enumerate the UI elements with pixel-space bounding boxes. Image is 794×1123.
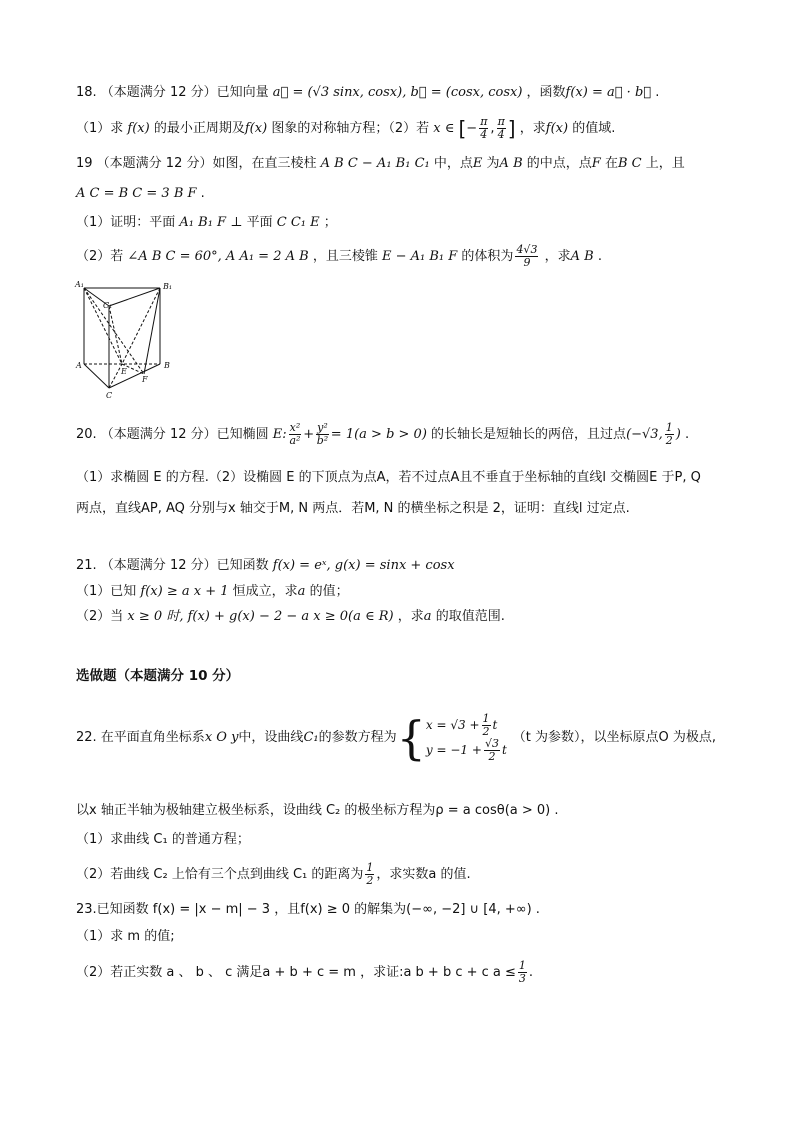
q22-text-d: （t 为参数），以坐标原点O 为极点, xyxy=(512,730,717,745)
q20-text-b: 的长轴长是短轴长的两倍，且过点 xyxy=(431,427,627,442)
q22-text-b: 中，设曲线 xyxy=(238,730,304,745)
q20-end: . xyxy=(684,427,690,442)
q18-frac-1-den: 4 xyxy=(480,128,488,141)
q22-eq-x-num: 1 xyxy=(482,712,490,725)
label-f: F xyxy=(142,375,148,384)
q21-part2-label: （2）当 xyxy=(76,609,124,624)
label-e: E xyxy=(121,367,127,376)
q22-eq-y xyxy=(426,738,507,763)
q20-x2: x² xyxy=(289,421,301,434)
q20-ellipse-e: E: xyxy=(272,427,287,442)
q21-line2 xyxy=(76,583,349,601)
q19-prism: A B C − A₁ B₁ C₁ xyxy=(320,156,430,171)
q18-bracket-left: [ xyxy=(458,116,467,141)
q19-text-d: 的中点，点 xyxy=(526,156,592,171)
q18-minus: − xyxy=(466,121,478,136)
q19-line1 xyxy=(76,155,685,173)
q19-line3 xyxy=(76,214,337,232)
q21-line1 xyxy=(76,557,455,575)
q19-point-f: F xyxy=(591,156,601,171)
q20-a2: a² xyxy=(289,434,301,447)
q19-text-e: 在 xyxy=(604,156,618,171)
q22-frac-den: 2 xyxy=(366,874,374,887)
q18-line1 xyxy=(76,84,659,102)
q22-eq-y-frac xyxy=(484,738,500,763)
q19-text-c: 为 xyxy=(486,156,500,171)
q19-plane-1: A₁ B₁ F ⊥ xyxy=(179,215,243,230)
edge-cb xyxy=(109,364,160,388)
q19-text-f: 上，且 xyxy=(645,156,685,171)
q23-line1: 23.已知函数 f(x) = |x − m| − 3 ，且f(x) ≥ 0 的解集为(−∞, −2] ∪ [4, +∞) . xyxy=(76,902,540,917)
q19-part2-label: （2）若 xyxy=(76,249,124,264)
edge-c1e xyxy=(109,306,122,364)
q20-text: 20. （本题满分 12 分）已知椭圆 xyxy=(76,427,269,442)
q19-part1-label: （1）证明：平面 xyxy=(76,215,176,230)
label-b1: B₁ xyxy=(163,282,173,291)
q19-end: . xyxy=(597,249,602,264)
q21-text-c2: 的取值范围. xyxy=(435,609,505,624)
q18-frac-1 xyxy=(479,116,488,141)
q18-frac-2-den: 4 xyxy=(497,128,505,141)
q22-frac xyxy=(365,862,374,887)
label-a: A xyxy=(76,361,82,370)
q18-vectors: a⃗ = (√3 sinx, cosx), b⃗ = (cosx, cosx) xyxy=(272,85,523,100)
q22-text: 22. 在平面直角坐标系 xyxy=(76,730,205,745)
q19-semicolon: ； xyxy=(323,215,337,230)
q18-text-d: ，求 xyxy=(519,121,546,136)
edge-a1e xyxy=(84,288,122,364)
prism-figure xyxy=(72,278,182,400)
q19-part2-cond: ∠A B C = 60°, A A₁ = 2 A B xyxy=(127,249,309,264)
q19-tetrahedron: E − A₁ B₁ F xyxy=(381,249,458,264)
q23-frac xyxy=(518,960,527,985)
q18-text-e: 的值域. xyxy=(572,121,616,136)
q19-volume-num: 4√3 xyxy=(516,243,538,256)
q22-eq-y-t: t xyxy=(501,743,507,757)
q20-point-r: ) xyxy=(675,427,681,442)
q20-line1 xyxy=(76,422,689,447)
q22-eq-x-den: 2 xyxy=(482,725,490,738)
q18-bracket-right: ] xyxy=(507,116,516,141)
q22-eq-x-a: x = √3 + xyxy=(425,718,480,732)
q19-ask: ，求 xyxy=(544,249,571,264)
q23-frac-num: 1 xyxy=(518,959,526,972)
q22-eq-y-den: 2 xyxy=(488,750,496,763)
q23-end: . xyxy=(528,965,534,980)
q22-eq-y-num: √3 xyxy=(484,737,499,750)
q18-frac-2-num: π xyxy=(497,115,505,128)
q21-condition: x ≥ 0 时, f(x) + g(x) − 2 − a x ≥ 0(a ∈ R) xyxy=(127,609,394,624)
q22-frac-num: 1 xyxy=(366,861,374,874)
q22-line2: 以x 轴正半轴为极轴建立极坐标系，设曲线 C₂ 的极坐标方程为ρ = a cosθ(a > 0) . xyxy=(76,803,559,818)
q19-text-tet: ，且三棱锥 xyxy=(312,249,378,264)
q22-part2-text: （2）若曲线 C₂ 上恰有三个点到曲线 C₁ 的距离为 xyxy=(76,867,364,882)
q19-line2 xyxy=(76,185,205,203)
q22-xoy: x O y xyxy=(204,730,239,745)
q23-line2: （1）求 m 的值; xyxy=(76,929,175,944)
q21-text-b: 恒成立，求 xyxy=(232,584,298,599)
elective-heading: 选做题（本题满分 10 分） xyxy=(76,668,240,684)
q23-line3 xyxy=(76,960,533,985)
q22-line1 xyxy=(76,708,716,768)
q18-x-in: x ∈ xyxy=(433,121,455,136)
q21-part1-label: （1）已知 xyxy=(76,584,137,599)
q18-text: 18. （本题满分 12 分）已知向量 xyxy=(76,85,269,100)
q18-fx-2: f(x) xyxy=(244,121,268,136)
q18-text-b: ，函数 xyxy=(526,85,566,100)
q20-point-den: 2 xyxy=(665,434,673,447)
q18-fx-1: f(x) xyxy=(127,121,150,136)
q18-part2-label: 图象的对称轴方程；（2）若 xyxy=(271,121,430,136)
q20-point-num: 1 xyxy=(665,421,673,434)
q20-b2: b² xyxy=(316,434,329,447)
q23-part2-text: （2）若正实数 a 、 b 、 c 满足a + b + c = m ，求证:a b + b c + c a ≤ xyxy=(76,965,516,980)
edge-ac xyxy=(84,364,109,388)
q21-var-a2: a xyxy=(423,609,432,624)
q18-frac-1-num: π xyxy=(480,115,488,128)
q19-text-b: 中，点 xyxy=(433,156,473,171)
q22-line4 xyxy=(76,862,471,887)
q20-point-l: (−√3, xyxy=(626,427,663,442)
q19-volume-text: 的体积为 xyxy=(461,249,514,264)
q22-part2-end: ，求实数a 的值. xyxy=(376,867,471,882)
q19-line4 xyxy=(76,244,602,269)
q18-fx-3: f(x) xyxy=(545,121,569,136)
q21-line3 xyxy=(76,608,505,626)
q21-text-c: 的值； xyxy=(309,584,349,599)
q18-period: . xyxy=(655,85,660,100)
label-b: B xyxy=(164,361,170,370)
q20-plus: + xyxy=(303,427,315,442)
q22-eq-x-t: t xyxy=(492,718,498,732)
q22-eq-x xyxy=(426,713,507,738)
q20-frac-x xyxy=(289,422,302,447)
q20-eq: = 1(a > b > 0) xyxy=(330,427,427,442)
q21-var-a: a xyxy=(297,584,306,599)
q18-line2: （1）求 f(x) 的最小正周期及f(x) 图象的对称轴方程；（2）若 x ∈ [− $\frac{\pi}{4}$ , $\frac{\pi}{4}$ ] ，求f(x) 的值域. xyxy=(76,115,616,141)
q19-point-e: E xyxy=(472,156,483,171)
q19-volume-den: 9 xyxy=(523,256,531,269)
q20-frac-y xyxy=(316,422,329,447)
q20-line3: 两点，直线AP, AQ 分别与x 轴交于M, N 两点．若M, N 的横坐标之积是 2，证明：直线l 过定点. xyxy=(76,501,630,516)
q18-frac-2 xyxy=(497,116,506,141)
q19-volume-frac xyxy=(515,244,538,269)
q18-part1-label: （1）求 xyxy=(76,121,124,136)
q19-plane-2: C C₁ E xyxy=(276,215,320,230)
q20-line2: （1）求椭圆 E 的方程.（2）设椭圆 E 的下顶点为点A，若不过点A且不垂直于坐标轴的直线l 交椭圆E 于P, Q xyxy=(76,470,701,485)
label-c: C xyxy=(106,391,113,400)
label-a1: A₁ xyxy=(75,280,84,289)
q22-system xyxy=(426,713,507,763)
q19-plane-word: 平面 xyxy=(246,215,273,230)
q18-function: f(x) = a⃗ · b⃗ xyxy=(565,85,652,100)
q19-text: 19 （本题满分 12 分）如图，在直三棱柱 xyxy=(76,156,317,171)
q22-c1: C₁ xyxy=(303,730,319,745)
q22-eq-y-a: y = −1 + xyxy=(425,743,482,757)
q22-line3: （1）求曲线 C₁ 的普通方程； xyxy=(76,832,250,847)
edge-b1f xyxy=(144,288,160,374)
q19-seg-ab: A B xyxy=(499,156,523,171)
q22-text-c: 的参数方程为 xyxy=(318,730,397,745)
q20-point-frac xyxy=(665,422,674,447)
q19-seg-bc: B C xyxy=(617,156,642,171)
q21-text: 21. （本题满分 12 分）已知函数 xyxy=(76,558,269,573)
q21-text-b2: ，求 xyxy=(397,609,424,624)
q20-y2: y² xyxy=(317,421,328,434)
q22-eq-x-frac xyxy=(482,713,491,738)
q19-condition: A C = B C = 3 B F xyxy=(76,186,197,201)
q21-inequality: f(x) ≥ a x + 1 xyxy=(140,584,229,599)
edge-a1f xyxy=(84,288,144,374)
q21-functions: f(x) = eˣ, g(x) = sinx + cosx xyxy=(272,558,455,573)
q18-part1-text: 的最小正周期及 xyxy=(153,121,245,136)
label-c1: C₁ xyxy=(103,301,113,310)
q22-brace: { xyxy=(396,711,426,765)
q19-period: . xyxy=(200,186,205,201)
q19-ask-ab: A B xyxy=(570,249,594,264)
q23-frac-den: 3 xyxy=(518,972,526,985)
